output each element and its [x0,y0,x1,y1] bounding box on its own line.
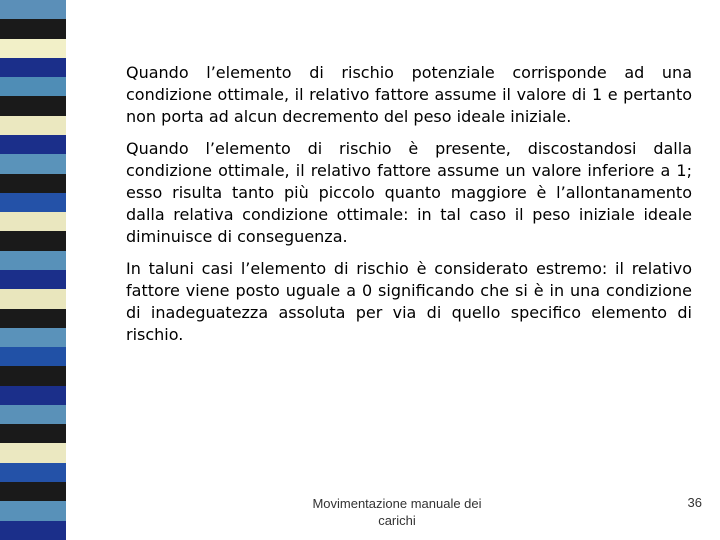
sidebar-square [0,154,66,173]
sidebar-square [0,521,66,540]
sidebar-square [0,309,66,328]
sidebar-square [0,463,66,482]
sidebar-square [0,289,66,308]
slide-body [126,62,692,356]
page-number: 36 [687,495,702,510]
sidebar-square [0,347,66,366]
sidebar-square [0,135,66,154]
sidebar-square [0,424,66,443]
paragraph-2: Quando l’elemento di rischio è presente, discostandosi dalla condizione ottimale, il relativo fattore assume un valore inferiore a 1; esso risulta tanto più piccolo quanto maggiore è l’allontanamento dalla relativa condizione ottimale: in tal caso il peso iniziale ideale diminuisce di conseguenza. [126,139,692,246]
sidebar-square [0,96,66,115]
sidebar-square [0,270,66,289]
paragraph-3: In taluni casi l’elemento di rischio è considerato estremo: il relativo fattore viene posto uguale a 0 significando che si è in una condizione di inadeguatezza assoluta per via di quello specifico elemento di rischio. [126,259,692,344]
sidebar-square [0,386,66,405]
sidebar-square [0,0,66,19]
sidebar-square [0,58,66,77]
sidebar-square [0,174,66,193]
sidebar-square [0,251,66,270]
sidebar-square [0,366,66,385]
sidebar-square [0,405,66,424]
sidebar-square [0,443,66,462]
slide-footer: Movimentazione manuale dei carichi [312,496,482,528]
paragraph-1: Quando l’elemento di rischio potenziale corrisponde ad una condizione ottimale, il relativo fattore assume il valore di 1 e pertanto non porta ad alcun decremento del peso ideale iniziale. [126,63,692,126]
sidebar-square [0,328,66,347]
sidebar-square [0,212,66,231]
sidebar-square [0,116,66,135]
sidebar-square [0,39,66,58]
sidebar-square [0,19,66,38]
sidebar-square [0,501,66,520]
decorative-sidebar [0,0,66,540]
sidebar-square [0,231,66,250]
sidebar-square [0,77,66,96]
sidebar-square [0,482,66,501]
sidebar-square [0,193,66,212]
